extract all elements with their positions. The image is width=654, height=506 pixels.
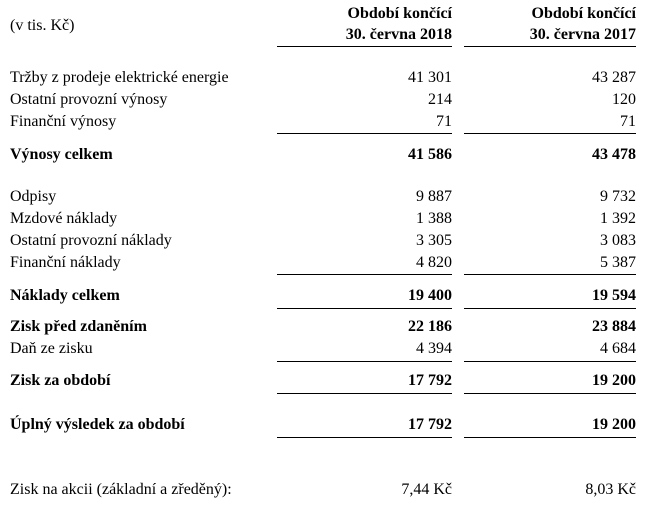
value-2017: 1 392 xyxy=(600,210,636,227)
value-2017: 4 684 xyxy=(600,340,636,357)
table-row xyxy=(0,111,654,133)
value-2017: 19 594 xyxy=(592,287,636,304)
column-header-2018-line1: Období končící xyxy=(347,5,452,22)
row-label: Zisk před zdaněním xyxy=(10,318,147,335)
value-2018: 3 305 xyxy=(416,232,452,249)
total-costs-row xyxy=(0,285,654,307)
total-rule-2018 xyxy=(277,393,452,394)
value-2017: 8,03 Kč xyxy=(585,481,636,498)
row-label: Daň ze zisku xyxy=(10,340,93,357)
value-2017: 19 200 xyxy=(592,416,636,433)
value-2018: 4 394 xyxy=(416,340,452,357)
subtotal-rule-2017 xyxy=(464,274,636,275)
table-row xyxy=(0,67,654,89)
subtotal-rule-2018 xyxy=(277,274,452,275)
value-2018: 22 186 xyxy=(408,318,452,335)
header-rule-2017 xyxy=(464,46,636,47)
value-2018: 41 301 xyxy=(408,69,452,86)
row-label: Odpisy xyxy=(10,188,57,205)
subtotal-rule-2018 xyxy=(277,133,452,134)
profit-before-tax-row xyxy=(0,316,654,338)
profit-for-period-row xyxy=(0,370,654,392)
value-2017: 3 083 xyxy=(600,232,636,249)
row-label: Finanční náklady xyxy=(10,254,121,271)
total-revenue-row xyxy=(0,144,654,166)
value-2018: 17 792 xyxy=(408,416,452,433)
subtotal-rule-2018 xyxy=(277,361,452,362)
value-2018: 7,44 Kč xyxy=(401,481,452,498)
row-label: Ostatní provozní náklady xyxy=(10,232,172,249)
value-2018: 1 388 xyxy=(416,210,452,227)
table-row xyxy=(0,89,654,111)
value-2018: 17 792 xyxy=(408,372,452,389)
value-2017: 71 xyxy=(620,113,636,130)
subtotal-rule-2017 xyxy=(464,133,636,134)
total-rule-2018 xyxy=(277,308,452,309)
table-row xyxy=(0,208,654,230)
value-2018: 4 820 xyxy=(416,254,452,271)
column-header-2018 xyxy=(262,3,452,45)
column-header-2017 xyxy=(446,3,636,45)
value-2017: 5 387 xyxy=(600,254,636,271)
earnings-per-share-row xyxy=(0,479,654,501)
column-header-2017-line2: 30. června 2017 xyxy=(529,26,636,43)
row-label: Úplný výsledek za období xyxy=(10,416,185,433)
row-label: Finanční výnosy xyxy=(10,113,117,130)
total-rule-2018 xyxy=(277,437,452,438)
subtotal-rule-2017 xyxy=(464,361,636,362)
column-header-2017-line1: Období končící xyxy=(531,5,636,22)
row-label: Zisk za období xyxy=(10,372,111,389)
total-rule-2017 xyxy=(464,437,636,438)
table-row xyxy=(0,252,654,274)
value-2018: 9 887 xyxy=(416,188,452,205)
header-rule-2018 xyxy=(277,46,452,47)
value-2017: 43 287 xyxy=(592,69,636,86)
total-rule-2017 xyxy=(464,393,636,394)
table-row xyxy=(0,186,654,208)
unit-label: (v tis. Kč) xyxy=(10,17,75,34)
table-row xyxy=(0,338,654,360)
row-label: Výnosy celkem xyxy=(10,146,113,163)
value-2017: 19 200 xyxy=(592,372,636,389)
total-rule-2017 xyxy=(464,308,636,309)
value-2018: 71 xyxy=(436,113,452,130)
row-label: Mzdové náklady xyxy=(10,210,118,227)
value-2018: 19 400 xyxy=(408,287,452,304)
row-label: Tržby z prodeje elektrické energie xyxy=(10,69,229,86)
value-2017: 120 xyxy=(612,91,636,108)
value-2017: 43 478 xyxy=(592,146,636,163)
value-2018: 41 586 xyxy=(408,146,452,163)
table-row xyxy=(0,230,654,252)
value-2018: 214 xyxy=(428,91,452,108)
value-2017: 23 884 xyxy=(592,318,636,335)
column-header-2018-line2: 30. června 2018 xyxy=(345,26,452,43)
comprehensive-income-row xyxy=(0,414,654,436)
row-label: Náklady celkem xyxy=(10,287,120,304)
row-label: Ostatní provozní výnosy xyxy=(10,91,168,108)
value-2017: 9 732 xyxy=(600,188,636,205)
row-label: Zisk na akcii (základní a zředěný): xyxy=(10,481,232,498)
